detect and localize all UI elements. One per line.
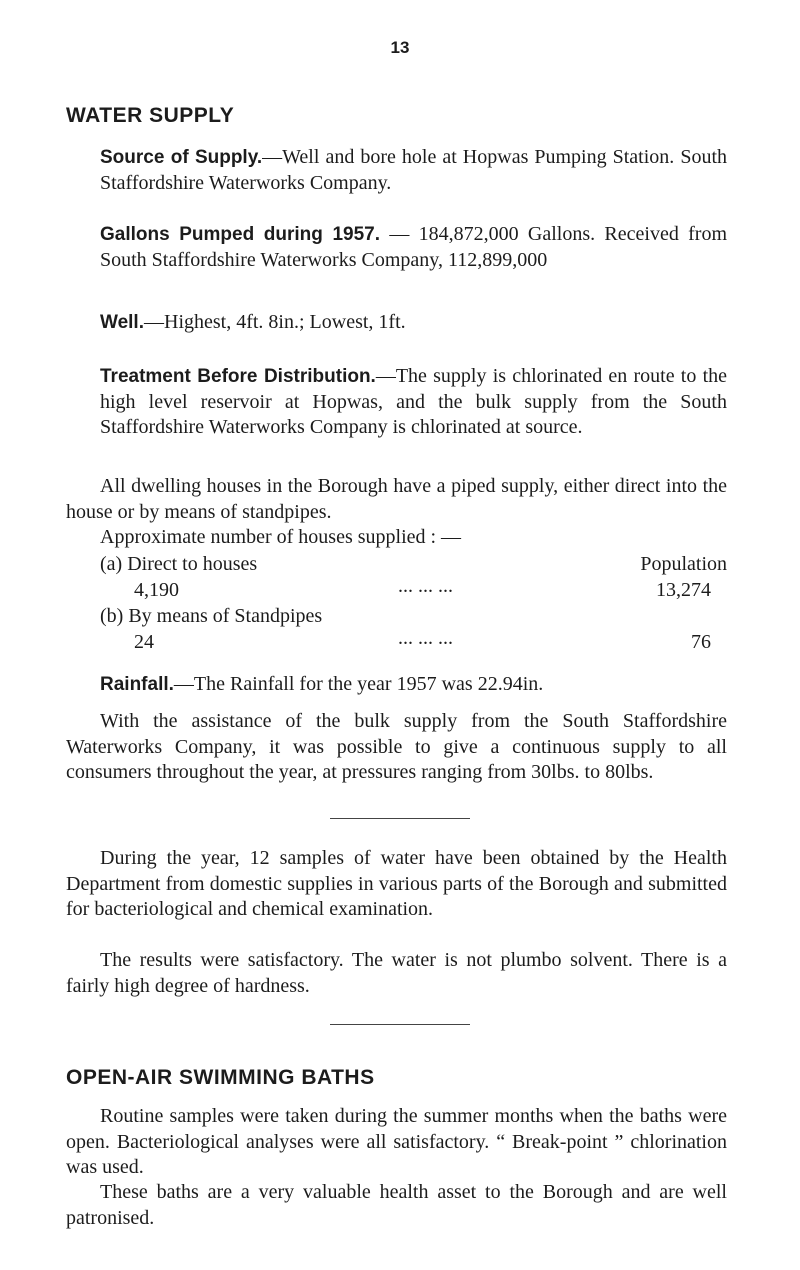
health-asset-paragraph: These baths are a very valuable health asset to the Borough and are well patronised. [66,1181,727,1229]
routine-samples-paragraph: Routine samples were taken during the summer months when the baths were open. Bacteriological analyses were all satisfactory. “ Break-point ” chlorination was used. [66,1105,727,1178]
treatment-text: —The supply is chlorinated en route to the high level reservoir at Hopwas, and the bulk supply from the South Staffordshire Waterworks Company is chlorinated at source. [100,365,727,438]
gallons-pumped-label: Gallons Pumped during 1957. [100,224,381,245]
approximate-houses-line: Approximate number of houses supplied : — [100,526,462,548]
treatment-label: Treatment Before Distribution. [100,366,376,387]
results-paragraph: The results were satisfactory. The water is not plumbo solvent. There is a fairly high degree of hardness. [66,949,727,997]
supply-row-b-houses: 24 [134,631,154,653]
section-divider-rule [330,1024,470,1025]
well-text: —Highest, 4ft. 8in.; Lowest, 1ft. [144,311,406,333]
supply-row-b-leader-dots: ... ... ... [398,627,453,649]
source-of-supply-paragraph [100,145,727,196]
source-of-supply-label: Source of Supply. [100,147,263,168]
gallons-pumped-text: — 184,872,000 Gallons. Received from South Staffordshire Waterworks Company, 112,899,000 [100,223,727,271]
treatment-paragraph [100,364,727,441]
source-of-supply-text: —Well and bore hole at Hopwas Pumping Station. South Staffordshire Waterworks Company. [100,146,727,194]
rainfall-paragraph [100,672,727,698]
rainfall-text: —The Rainfall for the year 1957 was 22.94in. [173,673,544,695]
section-heading-water-supply: WATER SUPPLY [66,104,235,127]
section-heading-swimming-baths: OPEN-AIR SWIMMING BATHS [66,1066,375,1089]
supply-row-a-label: (a) Direct to houses [100,553,258,575]
supply-row-b-label: (b) By means of Standpipes [100,605,323,627]
page-number: 13 [390,38,410,57]
supply-row-a-leader-dots: ... ... ... [398,575,453,597]
supply-row-a-houses: 4,190 [134,579,179,601]
supply-row-b-population: 76 [691,631,711,653]
assistance-paragraph: With the assistance of the bulk supply from the South Staffordshire Waterworks Company, it was possible to give a continuous supply to all consumers throughout the year, at pressures ranging from 30lbs. to 80lbs. [66,710,727,783]
section-divider-rule [330,818,470,819]
supply-row-a-population: 13,274 [656,579,711,601]
population-column-header: Population [640,553,727,575]
dwelling-houses-paragraph: All dwelling houses in the Borough have a piped supply, either direct into the house or by means of standpipes. [66,475,727,523]
gallons-pumped-paragraph [100,222,727,273]
well-paragraph [100,310,727,336]
well-label: Well. [100,312,144,333]
samples-paragraph: During the year, 12 samples of water have been obtained by the Health Department from domestic supplies in various parts of the Borough and submitted for bacteriological and chemical examination. [66,847,727,920]
rainfall-label: Rainfall. [100,674,174,695]
